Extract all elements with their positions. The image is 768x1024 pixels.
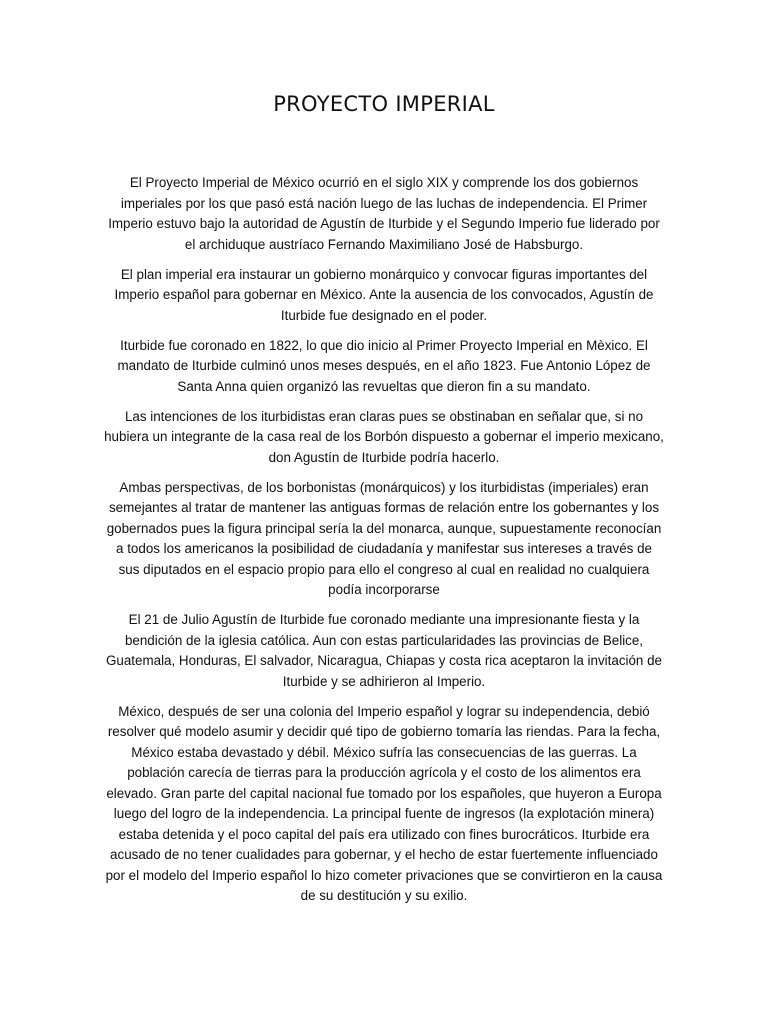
page-title: PROYECTO IMPERIAL: [273, 92, 495, 116]
paragraph-7: México, después de ser una colonia del Imperio español y lograr su independencia, debió resolver qué modelo asumir y decidir qué tipo de gobierno tomaría las riendas. Para la fecha, México estaba devastado y débil. México sufría las consecuencias de las guerras. La población carecía de tierras para la producción agrícola y el costo de los alimentos era elevado. Gran parte del capital nacional fue tomado por los españoles, que huyeron a Europa luego del logro de la independencia. La principal fuente de ingresos (la explotación minera) estaba detenida y el poco capital del país era utilizado con fines burocráticos. Iturbide era acusado de no tener cualidades para gobernar, y el hecho de estar fuertemente influenciado por el modelo del Imperio español lo hizo cometer privaciones que se convirtieron en la causa de su destitución y su exilio.: [105, 703, 663, 903]
paragraph-4: Las intenciones de los iturbidistas eran claras pues se obstinaban en señalar que, si no hubiera un integrante de la casa real de los Borbón dispuesto a gobernar el imperio mexicano, don Agustín de Iturbide podría hacerlo.: [104, 408, 664, 465]
paragraph-2: El plan imperial era instaurar un gobierno monárquico y convocar figuras importantes del Imperio español para gobernar en México. Ante la ausencia de los convocados, Agustín de Iturbide fue designado en el poder.: [114, 266, 654, 323]
paragraph-3: Iturbide fue coronado en 1822, lo que dio inicio al Primer Proyecto Imperial en Mèxico. El mandato de Iturbide culminó unos meses después, en el año 1823. Fue Antonio López de Santa Anna quien organizó las revueltas que dieron fin a su mandato.: [117, 337, 651, 394]
paragraph-5: Ambas perspectivas, de los borbonistas (monárquicos) y los iturbidistas (imperiales) eran semejantes al tratar de mantener las antiguas formas de relación entre los gobernantes y los gobernados pues la figura principal sería la del monarca, aunque, supuestamente reconocían a todos los americanos la posibilidad de ciudadanía y manifestar sus intereses a través de sus diputados en el espacio propio para ello el congreso al cual en realidad no cualquiera podía incorporarse: [106, 479, 662, 597]
paragraph-6: El 21 de Julio Agustín de Iturbide fue coronado mediante una impresionante fiesta y la bendición de la iglesia católica. Aun con estas particularidades las provincias de Belice, Guatemala, Honduras, El salvador, Nicaragua, Chiapas y costa rica aceptaron la invitación de Iturbide y se adhirieron al Imperio.: [105, 612, 662, 689]
document-body: [104, 173, 664, 916]
paragraph-1: El Proyecto Imperial de México ocurrió en el siglo XIX y comprende los dos gobiernos imperiales por los que pasó está nación luego de las luchas de independencia. El Primer Imperio estuvo bajo la autoridad de Agustín de Iturbide y el Segundo Imperio fue liderado por el archiduque austríaco Fernando Maximiliano José de Habsburgo.: [108, 175, 660, 252]
